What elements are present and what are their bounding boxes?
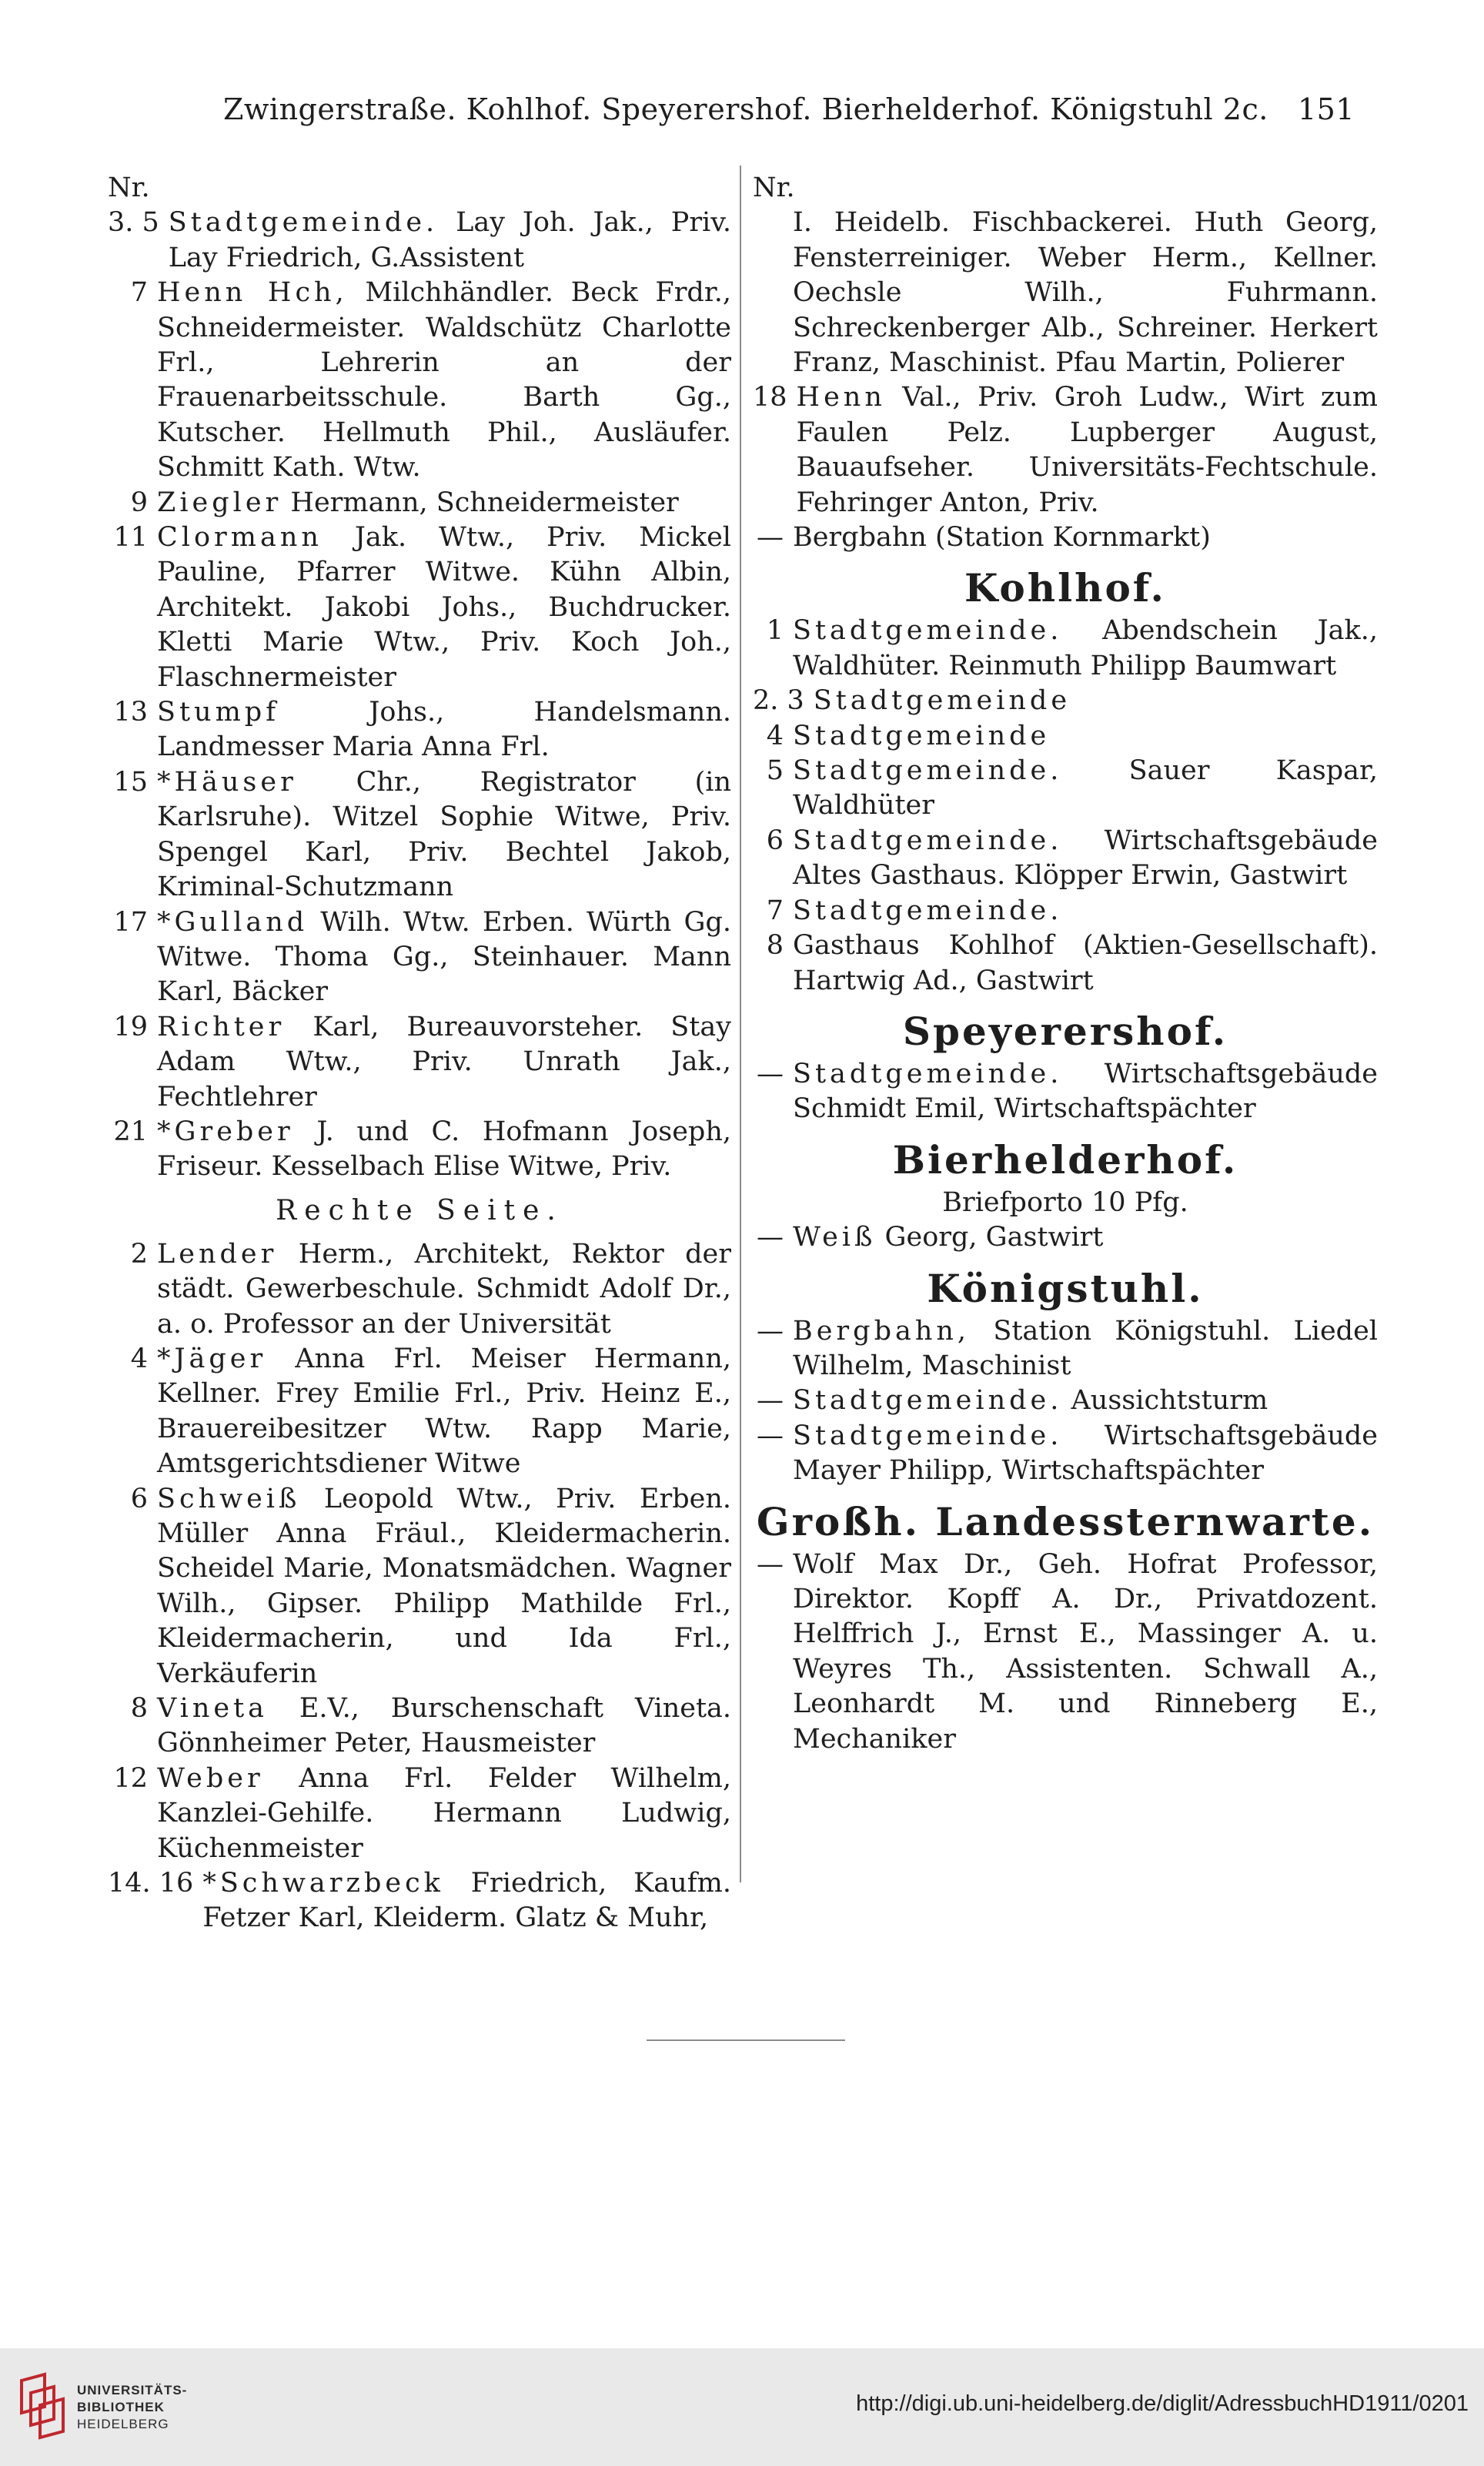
directory-entry (108, 1342, 731, 1482)
residents-text: Milchhändler. Beck Frdr., Schneidermeister. Waldschütz Charlotte Frl., Lehrerin an der Frauenarbeitsschule. Barth Gg., Kutscher. Hellmuth Phil., Ausläufer. Schmitt Kath. Wtw. (157, 277, 731, 483)
owner-name: *Schwarzbeck (202, 1868, 444, 1899)
directory-entry (753, 380, 1378, 520)
entry-text (157, 695, 731, 765)
residents-text: Wirtschaftsgebäude Altes Gasthaus. Klöpper Erwin, Gastwirt (793, 825, 1378, 892)
footer-bar (0, 2348, 1484, 2466)
entry-text (793, 824, 1378, 894)
logo-line-1: UNIVERSITÄTS- (77, 2383, 188, 2397)
owner-name: Henn Hch, (157, 277, 348, 309)
house-number: 1 (766, 615, 784, 647)
entry-text (793, 1384, 1378, 1418)
entry-text (793, 754, 1378, 824)
residents-text: Hermann, Schneidermeister (290, 487, 679, 518)
entry-text (157, 1115, 731, 1185)
residents-text: Herm., Architekt, Rektor der städt. Gewerbeschule. Schmidt Adolf Dr., a. o. Professor an der Universität (157, 1238, 731, 1340)
entry-text (793, 1057, 1378, 1127)
house-number: — (757, 1385, 784, 1417)
residents-text: Anna Frl. Meiser Hermann, Kellner. Frey Emilie Frl., Priv. Heinz E., Brauereibesitzer Wtw. Rapp Marie, Amtsgerichtsdiener Witwe (157, 1343, 731, 1480)
owner-name: Stadtgemeinde (793, 720, 1051, 751)
house-number: — (757, 1222, 784, 1253)
owner-name: Stumpf (157, 697, 280, 728)
directory-entry (753, 824, 1378, 894)
entry-list-kohlhof (753, 614, 1378, 998)
logo-line-3: HEIDELBERG (77, 2417, 169, 2431)
residents-text: Anna Frl. Felder Wilhelm, Kanzlei-Gehilfe. Hermann Ludwig, Küchenmeister (157, 1762, 731, 1864)
house-number: — (757, 1315, 784, 1347)
house-number: 8 (766, 930, 784, 962)
section-title-bierhelderhof: Bierhelderhof. (892, 1136, 1238, 1183)
house-number: 8 (130, 1693, 148, 1725)
entry-text (157, 1691, 731, 1762)
residents-text: Val., Priv. Groh Ludw., Wirt zum Faulen Pelz. Lupberger August, Bauaufseher. Universitäts-Fechtschule. Fehringer Anton, Priv. (796, 382, 1378, 518)
house-number: 7 (766, 895, 784, 926)
house-number: 14. 16 (108, 1868, 194, 1899)
house-number: 12 (113, 1762, 148, 1794)
directory-entry (108, 276, 731, 485)
entry-text (157, 276, 731, 485)
entry-text (793, 206, 1378, 380)
residents-text: Jak. Wtw., Priv. Mickel Pauline, Pfarrer Witwe. Kühn Albin, Architekt. Jakobi Johs., Buchdrucker. Kletti Marie Wtw., Priv. Koch Joh., Flaschnermeister (157, 522, 731, 693)
residents-text: Gasthaus Kohlhof (Aktien-Gesellschaft). Hartwig Ad., Gastwirt (793, 930, 1378, 996)
owner-name: Stadtgemeinde. (793, 1420, 1063, 1451)
house-number: 21 (113, 1116, 148, 1147)
house-number: 15 (113, 766, 148, 798)
directory-entry (753, 719, 1378, 754)
residents-text: Bergbahn (Station Kornmarkt) (793, 522, 1211, 554)
directory-entry (753, 1314, 1378, 1384)
directory-entry (108, 905, 731, 1010)
house-number: — (757, 1058, 784, 1089)
entry-list-speyerershof (753, 1057, 1378, 1127)
directory-entry (753, 929, 1378, 999)
section-title-koenigstuhl: Königstuhl. (927, 1265, 1204, 1311)
right-column (753, 171, 1378, 1888)
owner-name: Stadtgemeinde. (793, 1385, 1063, 1417)
running-head-title: Zwingerstraße. Kohlhof. Speyerershof. Bierhelderhof. Königstuhl 2c. (223, 92, 1268, 126)
owner-name: Lender (157, 1238, 278, 1270)
owner-name: Henn (796, 382, 886, 413)
left-column (108, 171, 731, 1934)
entry-text (793, 929, 1378, 999)
residents-text: Station Königstuhl. Liedel Wilhelm, Maschinist (793, 1315, 1378, 1381)
owner-name: Stadtgemeinde (813, 685, 1071, 717)
house-number: 2 (130, 1238, 148, 1270)
directory-entry (753, 754, 1378, 824)
residents-text: Johs., Handelsmann. Landmesser Maria Anna Frl. (157, 697, 731, 763)
directory-entry (108, 486, 731, 520)
entry-text (157, 1237, 731, 1342)
residents-text: Wirtschaftsgebäude Schmidt Emil, Wirtschaftspächter (793, 1058, 1378, 1125)
residents-text: Georg, Gastwirt (884, 1222, 1104, 1253)
entry-text (202, 1866, 731, 1936)
house-number: 19 (113, 1011, 148, 1042)
entry-list-koenigstuhl (753, 1314, 1378, 1489)
logo-line-2: BIBLIOTHEK (77, 2400, 165, 2414)
residents-text: I. Heidelb. Fischbackerei. Huth Georg, Fensterreiniger. Weber Herm., Kellner. Oechsle Wilh., Fuhrmann. Schreckenberger Alb., Schreiner. Herkert Franz, Maschinist. Pfau Martin, Polierer (793, 207, 1378, 379)
residents-text: E.V., Burschenschaft Vineta. Gönnheimer Peter, Hausmeister (157, 1693, 731, 1759)
directory-entry (753, 1384, 1378, 1418)
house-number: 18 (753, 382, 787, 413)
entry-text (157, 905, 731, 1010)
house-number: 6 (766, 825, 784, 856)
directory-entry (108, 1115, 731, 1185)
owner-name: *Gulland (157, 906, 309, 938)
library-logo-text[interactable] (77, 2382, 187, 2433)
owner-name: Clormann (157, 522, 323, 554)
house-number: 4 (766, 720, 784, 751)
entry-text (793, 614, 1378, 684)
entry-text (793, 520, 1378, 555)
house-number: 11 (113, 522, 148, 554)
owner-name: Stadtgemeinde. (793, 825, 1063, 856)
directory-entry (108, 765, 731, 905)
house-number: 2. 3 (753, 685, 804, 717)
logo-strokes (22, 2374, 63, 2438)
house-number: — (757, 522, 784, 554)
owner-name: Richter (157, 1011, 286, 1042)
house-number: 5 (766, 755, 784, 787)
residents-text: Aussichtsturm (1071, 1385, 1268, 1417)
section-title-kohlhof: Kohlhof. (964, 565, 1166, 611)
owner-name: *Greber (157, 1116, 294, 1147)
directory-entry (753, 1419, 1378, 1489)
directory-entry (753, 206, 1378, 380)
owner-name: Stadtgemeinde. (793, 615, 1063, 647)
entry-text (157, 1010, 731, 1115)
directory-entry (108, 206, 731, 276)
directory-entry (108, 1010, 731, 1115)
entry-text (793, 719, 1378, 754)
owner-name: Weber (157, 1762, 264, 1794)
entry-text (814, 684, 1378, 718)
directory-entry (108, 1762, 731, 1866)
directory-entry (753, 1548, 1378, 1757)
residents-text: Wilh. Wtw. Erben. Würth Gg. Witwe. Thoma Gg., Steinhauer. Mann Karl, Bäcker (157, 906, 731, 1008)
entry-list (108, 206, 731, 1184)
directory-entry (753, 520, 1378, 555)
nr-label: Nr. (108, 172, 150, 203)
entry-text (793, 1314, 1378, 1384)
residents-text: Karl, Bureauvorsteher. Stay Adam Wtw., Priv. Unrath Jak., Fechtlehrer (157, 1011, 731, 1113)
entry-text (157, 765, 731, 905)
library-logo-icon[interactable] (17, 2370, 66, 2450)
residents-text: Abendschein Jak., Waldhüter. Reinmuth Philipp Baumwart (793, 615, 1378, 681)
entry-text (157, 1762, 731, 1866)
residents-text: Friedrich, Kaufm. Fetzer Karl, Kleiderm. Glatz & Muhr, (202, 1868, 731, 1934)
page-end-rule (647, 2039, 845, 2041)
subhead-rechte-seite: Rechte Seite. (276, 1194, 563, 1226)
residents-text: Wirtschaftsgebäude Mayer Philipp, Wirtschaftspächter (793, 1420, 1378, 1487)
house-number: 6 (130, 1483, 148, 1514)
owner-name: Schweiß (157, 1483, 301, 1514)
owner-name: Stadtgemeinde. (793, 895, 1063, 926)
house-number: 17 (113, 906, 148, 938)
residents-text: Lay Joh. Jak., Priv. Lay Friedrich, G.Assistent (168, 207, 731, 273)
entry-text (797, 380, 1378, 520)
owner-name: Vineta (157, 1693, 269, 1725)
house-number: 13 (113, 697, 148, 728)
page-number: 151 (1297, 92, 1355, 126)
directory-entry (108, 520, 731, 695)
entry-text (793, 894, 1378, 929)
house-number: 3. 5 (108, 207, 159, 239)
residents-text: J. und C. Hofmann Joseph, Friseur. Kesselbach Elise Witwe, Priv. (157, 1116, 731, 1183)
owner-name: Ziegler (157, 487, 282, 518)
section-note-briefporto: Briefporto 10 Pfg. (942, 1186, 1188, 1218)
entry-text (157, 486, 731, 520)
directory-entry (108, 695, 731, 765)
section-title-sternwarte: Großh. Landessternwarte. (756, 1498, 1375, 1544)
directory-entry (108, 1691, 731, 1762)
residents-text: Leopold Wtw., Priv. Erben. Müller Anna Fräul., Kleidermacherin. Scheidel Marie, Monatsmädchen. Wagner Wilh., Gipser. Philipp Mathilde Frl., Kleidermacherin, und Ida Frl., Verkäuferin (157, 1483, 731, 1689)
house-number: 7 (130, 277, 148, 309)
entry-list-bierhelderhof (753, 1220, 1378, 1255)
entry-text (793, 1220, 1378, 1255)
entry-text (157, 1482, 731, 1691)
owner-name: *Häuser (157, 766, 297, 798)
directory-entry (753, 894, 1378, 929)
owner-name: Bergbahn, (793, 1315, 971, 1347)
residents-text: Sauer Kaspar, Waldhüter (793, 755, 1378, 821)
directory-entry (753, 1057, 1378, 1127)
directory-entry (753, 614, 1378, 684)
entry-list-continued (753, 206, 1378, 555)
entry-text (169, 206, 731, 276)
entry-list-right-side (108, 1237, 731, 1936)
house-number: — (757, 1420, 784, 1451)
owner-name: Weiß (793, 1222, 877, 1253)
nr-label: Nr. (753, 172, 795, 203)
house-number: 9 (130, 487, 148, 518)
running-head (223, 86, 1355, 132)
house-number: 4 (130, 1343, 148, 1374)
owner-name: *Jäger (157, 1343, 267, 1374)
directory-entry (108, 1237, 731, 1342)
directory-entry (108, 1482, 731, 1691)
section-title-speyerershof: Speyerershof. (902, 1008, 1228, 1054)
house-number: — (757, 1548, 784, 1580)
residents-text: Wolf Max Dr., Geh. Hofrat Professor, Direktor. Kopff A. Dr., Privatdozent. Helffrich J., Ernst E., Massinger A. u. Weyres Th., Assistenten. Schwall A., Leonhardt M. und Rinneberg E., Mechaniker (793, 1548, 1378, 1755)
source-url-link[interactable]: http://digi.ub.uni-heidelberg.de/diglit/AdressbuchHD1911/0201 (856, 2391, 1469, 2416)
entry-text (157, 1342, 731, 1482)
column-divider (740, 166, 741, 1882)
directory-entry (753, 1220, 1378, 1255)
entry-list-sternwarte (753, 1548, 1378, 1757)
owner-name: Stadtgemeinde. (168, 207, 439, 239)
residents-text: Chr., Registrator (in Karlsruhe). Witzel Sophie Witwe, Priv. Spengel Karl, Priv. Bechtel Jakob, Kriminal-Schutzmann (157, 766, 731, 903)
directory-entry (108, 1866, 731, 1936)
directory-entry (753, 684, 1378, 718)
owner-name: Stadtgemeinde. (793, 755, 1063, 787)
owner-name: Stadtgemeinde. (793, 1058, 1063, 1089)
entry-text (793, 1419, 1378, 1489)
entry-text (793, 1548, 1378, 1757)
entry-text (157, 520, 731, 695)
